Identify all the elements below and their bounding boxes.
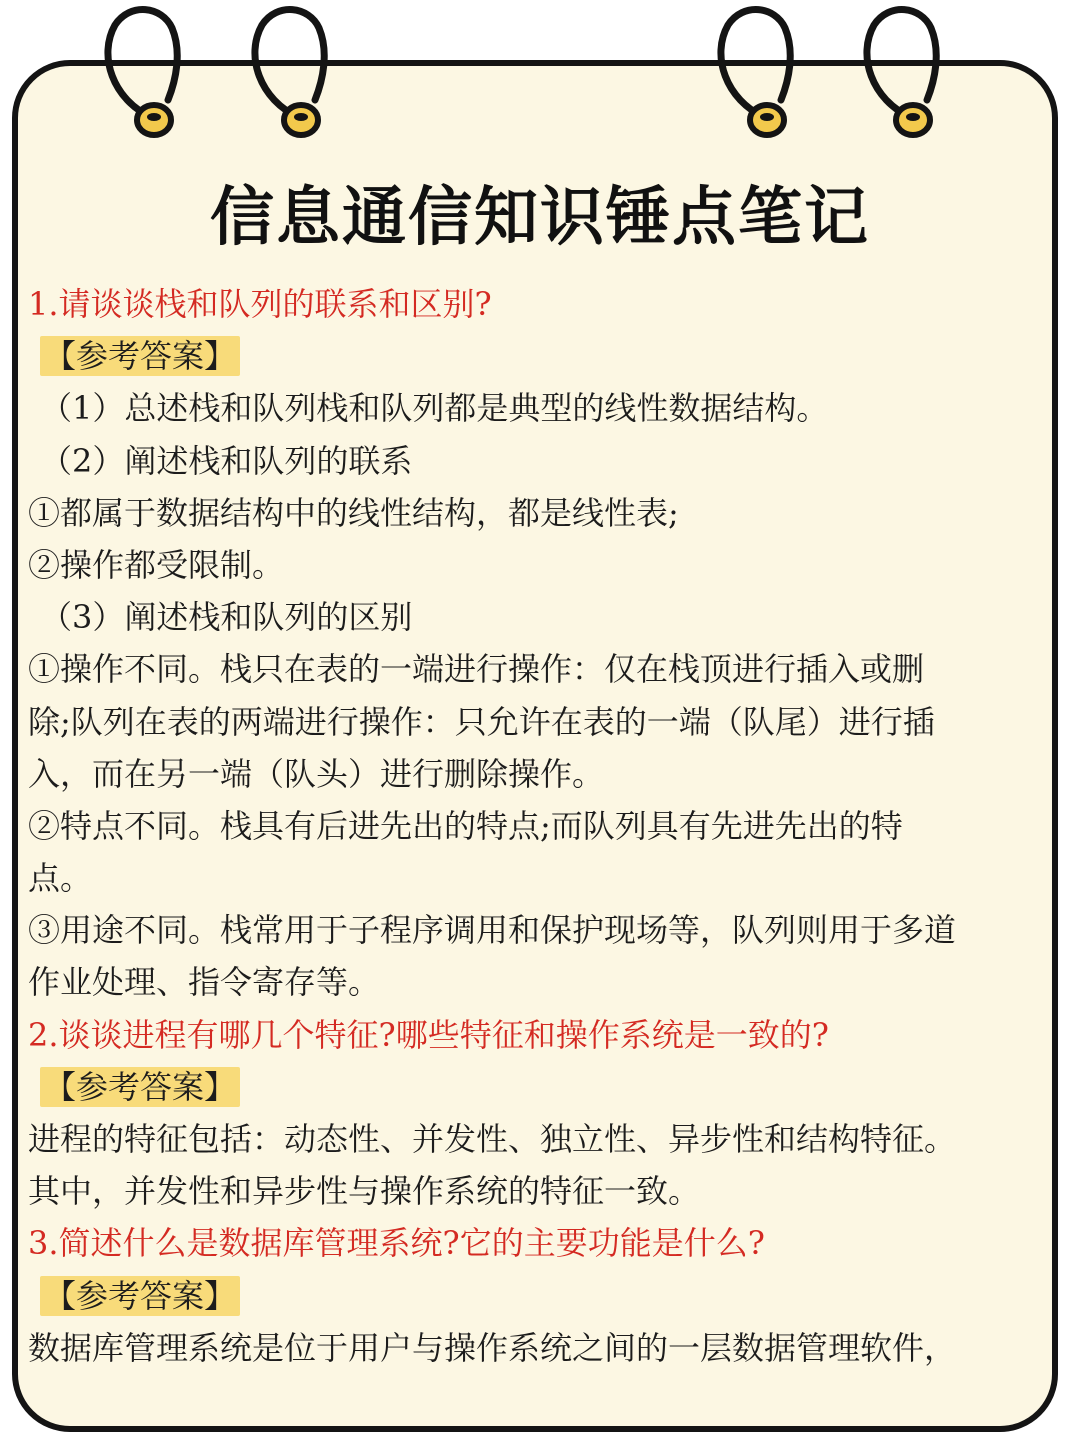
text-line: ①都属于数据结构中的线性结构，都是线性表; xyxy=(28,493,679,532)
text-line: ②操作都受限制。 xyxy=(28,545,285,584)
text-line: ③用途不同。栈常用于子程序调用和保护现场等，队列则用于多道 xyxy=(28,911,957,950)
answer-label xyxy=(28,1061,1048,1113)
text-line: 入，而在另一端（队头）进行删除操作。 xyxy=(28,754,605,793)
text-line: （2）阐述栈和队列的联系 xyxy=(40,441,413,480)
binder-ring-icon xyxy=(108,10,177,135)
text-line: ②特点不同。栈具有后进先出的特点;而队列具有先进先出的特 xyxy=(28,806,903,845)
text-line: 除;队列在表的两端进行操作：只允许在表的一端（队尾）进行插 xyxy=(28,702,935,741)
page-title: 信息通信知识锤点笔记 xyxy=(210,181,870,255)
question-2: 2.谈谈进程有哪几个特征?哪些特征和操作系统是一致的? xyxy=(28,1015,829,1054)
text-line: （3）阐述栈和队列的区别 xyxy=(40,598,413,637)
binder-ring-icon xyxy=(867,10,936,135)
notes-content xyxy=(28,278,1048,1374)
answer-label-highlight: 【参考答案】 xyxy=(40,336,240,376)
question-3: 3.简述什么是数据库管理系统?它的主要功能是什么? xyxy=(28,1224,765,1263)
text-line: 点。 xyxy=(28,859,93,898)
text-line: 作业处理、指令寄存等。 xyxy=(28,963,381,1002)
answer-label-highlight: 【参考答案】 xyxy=(40,1067,240,1107)
text-line: 其中，并发性和异步性与操作系统的特征一致。 xyxy=(28,1172,701,1211)
binder-rings xyxy=(0,0,1080,170)
text-line: 数据库管理系统是位于用户与操作系统之间的一层数据管理软件， xyxy=(28,1328,957,1367)
binder-ring-icon xyxy=(721,10,790,135)
question-1: 1.请谈谈栈和队列的联系和区别? xyxy=(28,285,492,323)
answer-label xyxy=(28,1270,1048,1322)
answer-label xyxy=(28,330,1048,382)
text-line: 进程的特征包括：动态性、并发性、独立性、异步性和结构特征。 xyxy=(28,1120,957,1158)
text-line: （1）总述栈和队列栈和队列都是典型的线性数据结构。 xyxy=(40,389,829,428)
text-line: ①操作不同。栈只在表的一端进行操作：仅在栈顶进行插入或删 xyxy=(28,650,925,689)
answer-label-highlight: 【参考答案】 xyxy=(40,1276,240,1316)
binder-ring-icon xyxy=(255,10,324,135)
